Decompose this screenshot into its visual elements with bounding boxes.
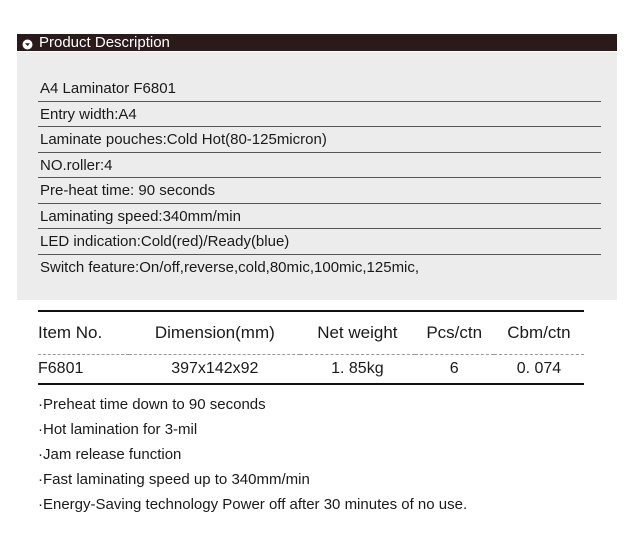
- spec-row: Laminating speed:340mm/min: [38, 204, 601, 230]
- spec-row: Laminate pouches:Cold Hot(80-125micron): [38, 127, 601, 153]
- product-table: [38, 310, 584, 385]
- spec-row: Switch feature:On/off,reverse,cold,80mic,100mic,125mic,: [40, 258, 420, 276]
- table-cell: 6: [415, 355, 494, 385]
- table-cell: 0. 074: [494, 355, 584, 385]
- table-cell: F6801: [38, 355, 129, 385]
- section-header: [17, 34, 617, 51]
- column-header-dimension: Dimension(mm): [129, 311, 300, 355]
- column-header-cbm-ctn: Cbm/ctn: [494, 311, 584, 355]
- spec-row: A4 Laminator F6801: [38, 76, 601, 102]
- list-item: ·Jam release function: [38, 446, 182, 463]
- list-item: ·Preheat time down to 90 seconds: [38, 396, 266, 413]
- spec-row: NO.roller:4: [38, 153, 601, 179]
- spec-row: LED indication:Cold(red)/Ready(blue): [38, 229, 601, 255]
- list-item: ·Fast laminating speed up to 340mm/min: [38, 471, 310, 488]
- spec-row: Entry width:A4: [38, 102, 601, 128]
- feature-list: [38, 392, 628, 517]
- spec-list: [38, 76, 601, 280]
- table-cell: 397x142x92: [129, 355, 300, 385]
- column-header-item-no: Item No.: [38, 311, 129, 355]
- column-header-pcs-ctn: Pcs/ctn: [415, 311, 494, 355]
- list-item: ·Energy-Saving technology Power off after 30 minutes of no use.: [38, 496, 468, 513]
- chevron-down-circle-icon: [22, 37, 33, 48]
- table-row: [38, 355, 584, 385]
- section-title: Product Description: [39, 34, 170, 51]
- list-item: ·Hot lamination for 3-mil: [38, 421, 198, 438]
- column-header-net-weight: Net weight: [300, 311, 414, 355]
- table-cell: 1. 85kg: [300, 355, 414, 385]
- spec-row: Pre-heat time: 90 seconds: [38, 178, 601, 204]
- table-header-row: [38, 311, 584, 355]
